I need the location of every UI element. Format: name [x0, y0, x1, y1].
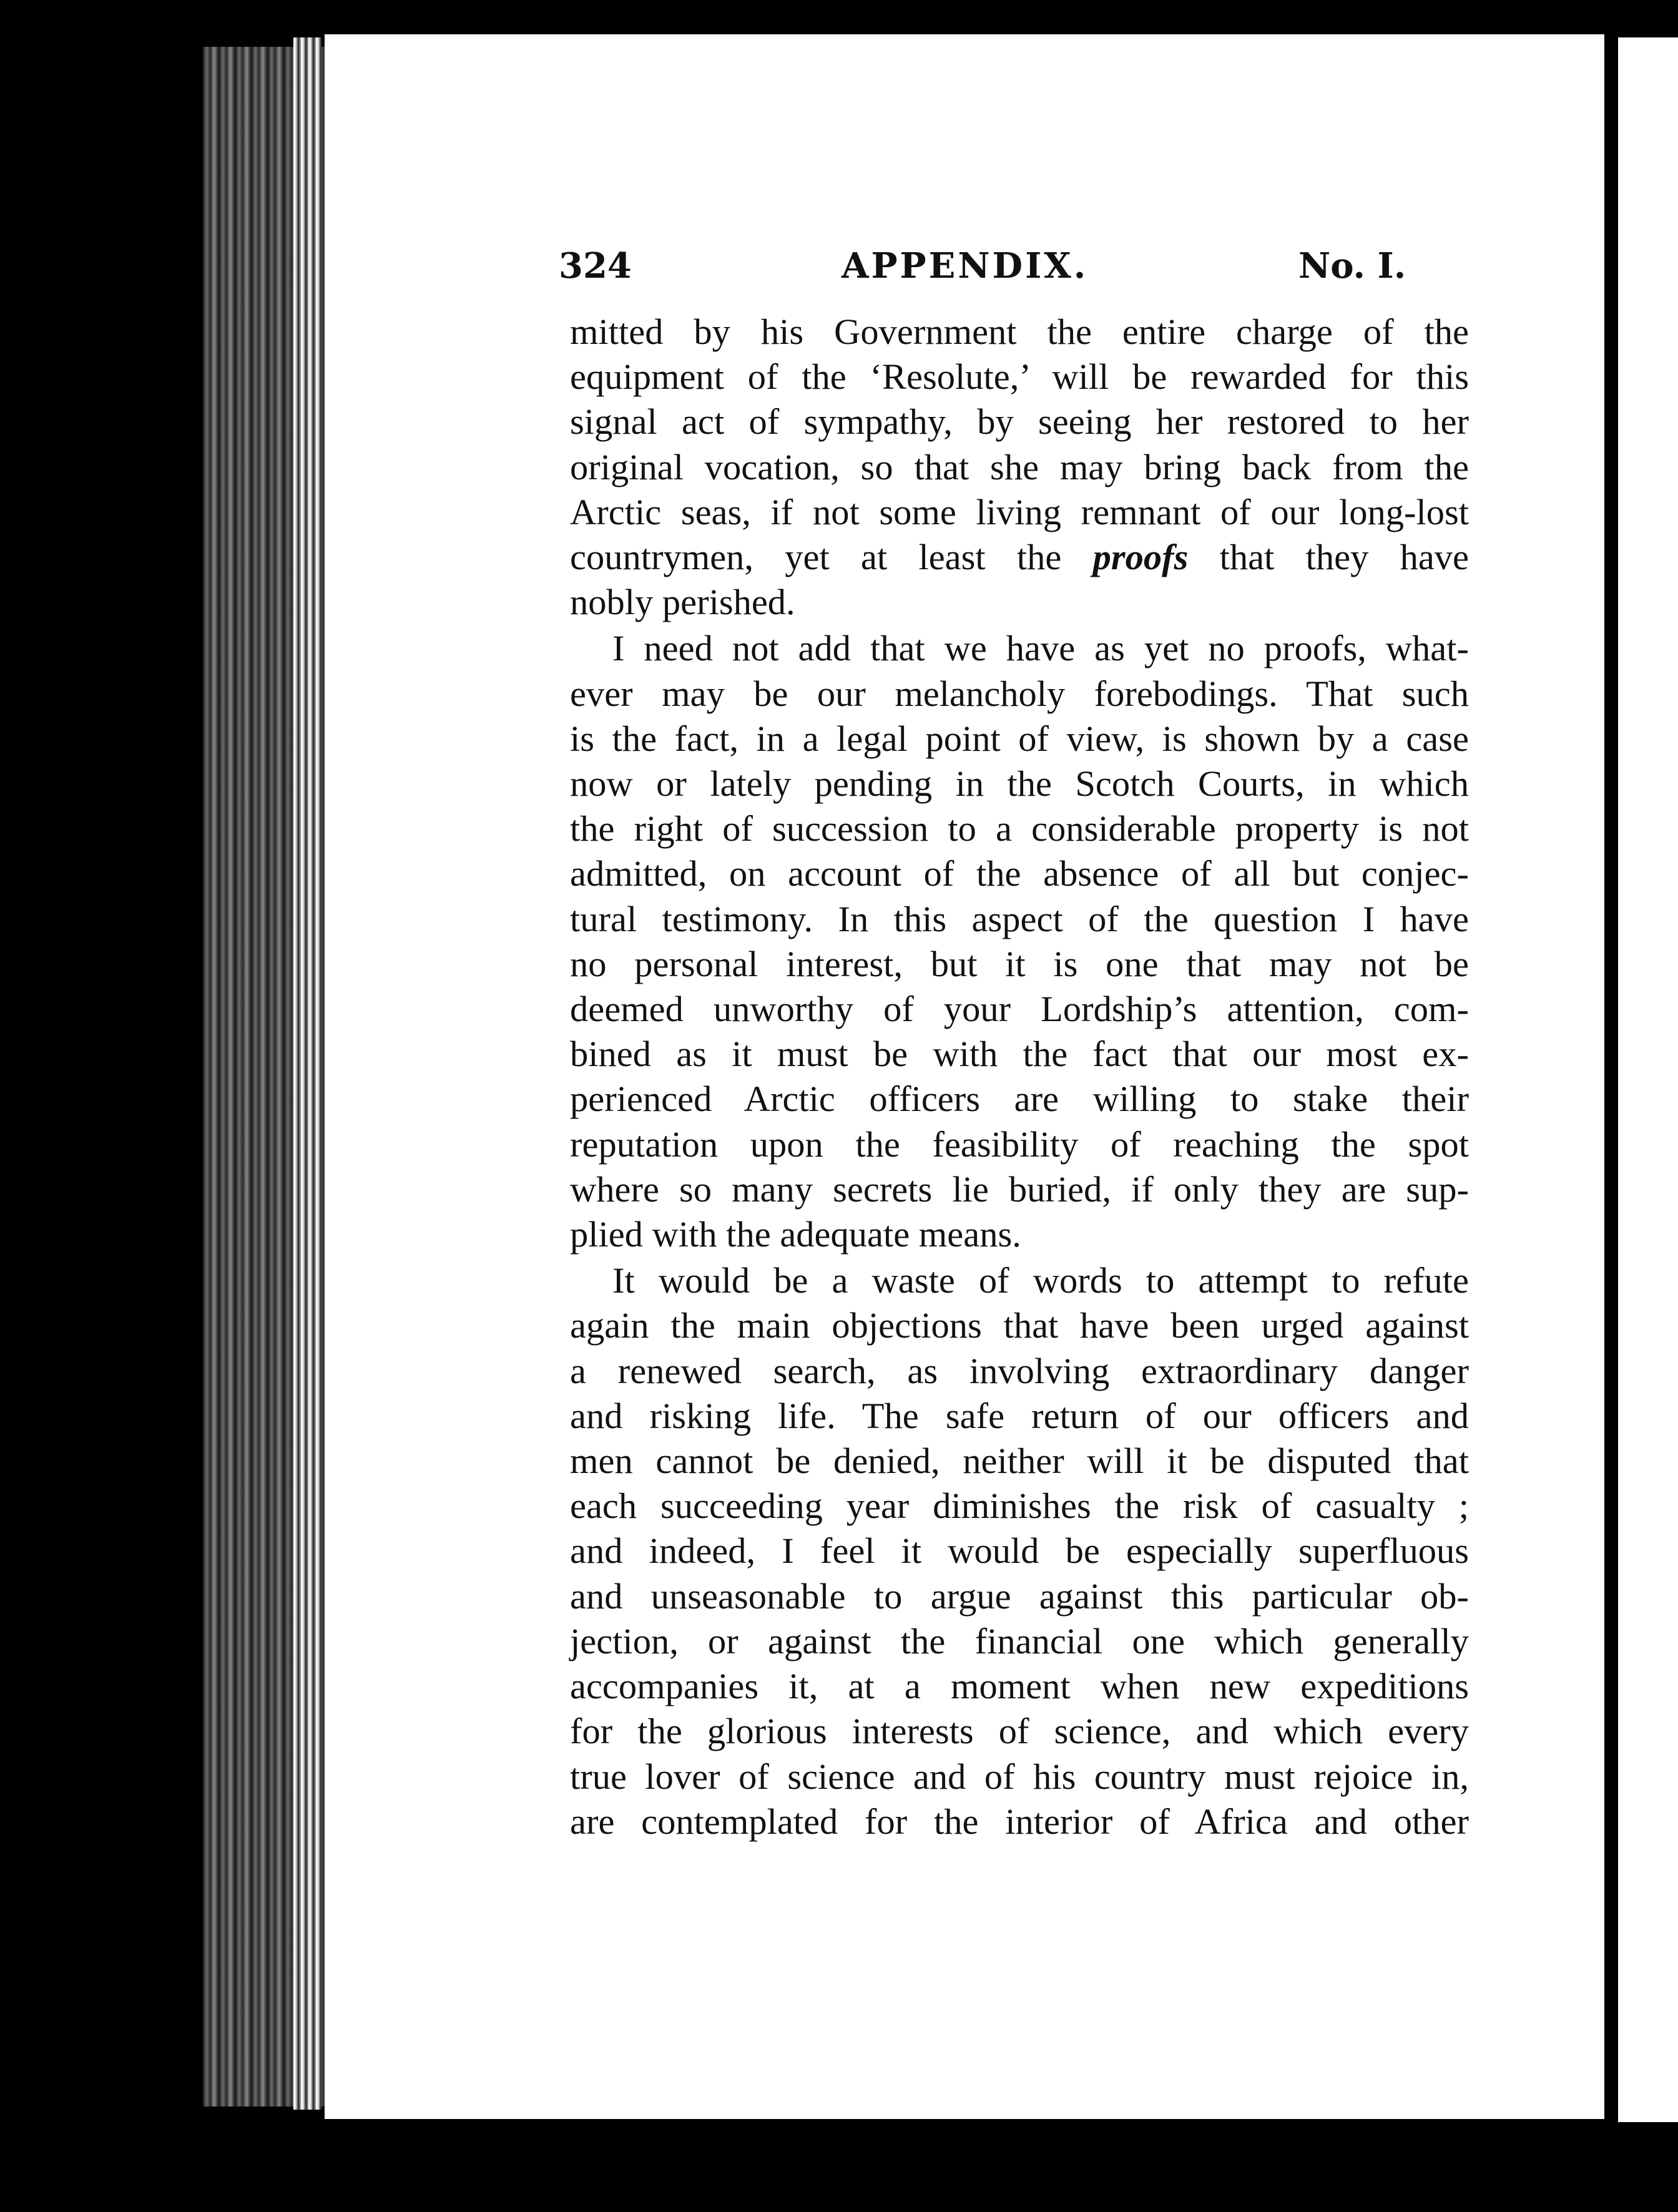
text-line: It would be a waste of words to attempt to refute — [612, 1260, 1469, 1301]
text-line: nobly perished. — [570, 582, 795, 623]
text-line: accompanies it, at a moment when new expeditions — [570, 1666, 1469, 1707]
text-line: and risking life. The safe return of our officers and — [570, 1395, 1469, 1436]
paragraph-1 — [570, 310, 1469, 625]
text-line: a renewed search, as involving extraordinary danger — [570, 1350, 1469, 1391]
emphasized-word: proofs — [1092, 537, 1189, 578]
paragraph-3 — [570, 1258, 1469, 1844]
text-line: again the main objections that have been urged against — [570, 1305, 1469, 1346]
text-line: and unseasonable to argue against this particular ob- — [570, 1575, 1469, 1617]
text-line: men cannot be denied, neither will it be disputed that — [570, 1441, 1469, 1482]
text-fragment: countrymen, yet at least the — [570, 537, 1062, 578]
page-edge-stack — [293, 37, 321, 2110]
text-line: are contemplated for the interior of Africa and other — [570, 1801, 1469, 1842]
running-header — [237, 203, 1461, 286]
text-line: equipment of the ‘Resolute,’ will be rewarded for this — [570, 356, 1469, 398]
text-line: each succeeding year diminishes the risk of casualty ; — [570, 1485, 1469, 1527]
text-line: bined as it must be with the fact that our most ex- — [570, 1034, 1469, 1075]
text-line-with-emphasis — [570, 535, 1469, 580]
body-text — [570, 310, 1469, 1844]
page-number: 324 — [559, 245, 632, 286]
text-line: true lover of science and of his country must rejoice in, — [570, 1756, 1469, 1797]
text-line: admitted, on account of the absence of all but conjec- — [570, 853, 1469, 894]
text-line: signal act of sympathy, by seeing her restored to her — [570, 401, 1469, 443]
text-line: I need not add that we have as yet no proofs, what- — [612, 628, 1469, 669]
text-line: deemed unworthy of your Lordship’s attention, com- — [570, 989, 1469, 1030]
text-line: is the fact, in a legal point of view, is shown by a case — [570, 718, 1469, 759]
text-fragment: that they have — [1219, 537, 1469, 578]
text-line: the right of succession to a considerable property is not — [570, 808, 1469, 849]
text-line: for the glorious interests of science, and which every — [570, 1711, 1469, 1752]
text-line: mitted by his Government the entire charge of the — [570, 311, 1469, 352]
text-line: jection, or against the financial one which generally — [570, 1620, 1469, 1661]
running-title: APPENDIX. — [841, 245, 1089, 286]
text-line: reputation upon the feasibility of reaching the spot — [570, 1123, 1469, 1165]
text-line: tural testimony. In this aspect of the question I have — [570, 898, 1469, 939]
text-line: now or lately pending in the Scotch Courts, in which — [570, 763, 1469, 805]
text-line: where so many secrets lie buried, if only they are sup- — [570, 1168, 1469, 1210]
text-line: and indeed, I feel it would be especially superfluous — [570, 1530, 1469, 1572]
paragraph-2 — [570, 626, 1469, 1257]
section-label: No. I. — [1298, 245, 1406, 286]
facing-page-edge — [1618, 37, 1678, 2122]
text-line: original vocation, so that she may bring back from the — [570, 446, 1469, 487]
text-line: Arctic seas, if not some living remnant of our long-lost — [570, 491, 1469, 532]
text-line: ever may be our melancholy forebodings. That such — [570, 673, 1469, 714]
text-line: plied with the adequate means. — [570, 1214, 1021, 1255]
text-line: perienced Arctic officers are willing to stake their — [570, 1079, 1469, 1120]
text-line: no personal interest, but it is one that may not be — [570, 943, 1469, 984]
